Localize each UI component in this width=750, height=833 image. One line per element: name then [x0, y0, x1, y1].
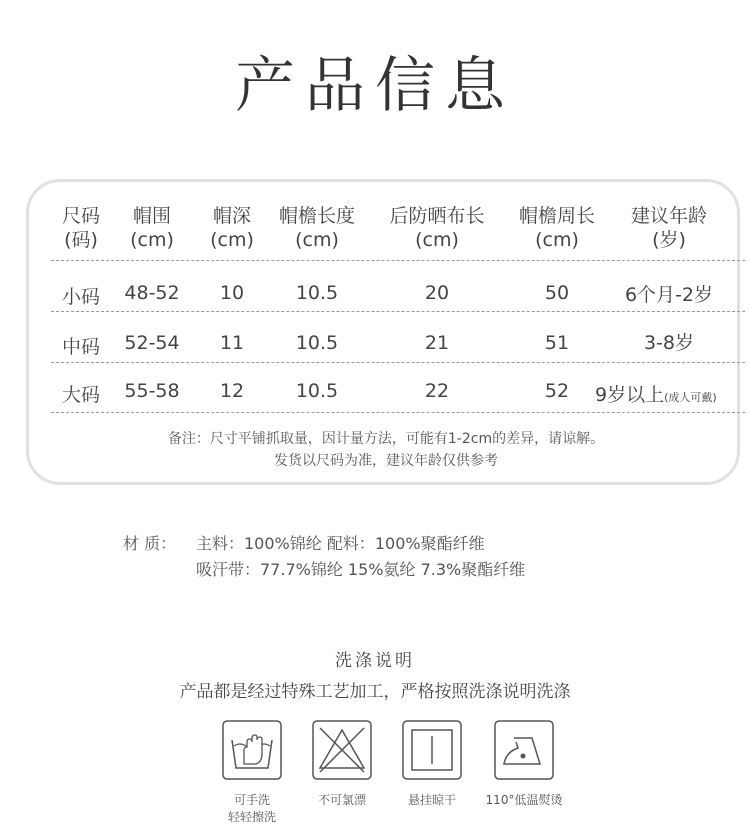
size-table-card — [26, 179, 740, 485]
divider — [51, 412, 745, 413]
row-medium-size: 中码 — [61, 336, 100, 358]
row-small-size: 小码 — [61, 286, 100, 308]
divider — [51, 311, 745, 312]
row-medium-brim: 10.5 — [295, 332, 339, 354]
row-large-brim: 10.5 — [295, 380, 339, 402]
row-small-depth: 10 — [219, 282, 245, 304]
material-label: 材 质： — [123, 534, 177, 553]
row-medium-age: 3-8岁 — [643, 332, 695, 354]
header-brim-length: 帽檐长度 (cm) — [278, 205, 355, 251]
wash-subtitle: 产品都是经过特殊工艺加工，严格按照洗涤说明洗涤 — [179, 682, 571, 702]
row-large-depth: 12 — [219, 380, 245, 402]
row-small-perimeter: 50 — [544, 282, 570, 304]
row-small-sunshade: 20 — [424, 282, 450, 304]
wash-title: 洗涤说明 — [335, 651, 415, 671]
row-medium-perimeter: 51 — [544, 332, 570, 354]
row-large-perimeter: 52 — [544, 380, 570, 402]
no-bleach-label: 不可氯漂 — [317, 793, 366, 807]
header-head-circumference: 帽围 (cm) — [130, 205, 174, 251]
hang-dry-label: 悬挂晾干 — [407, 793, 456, 807]
row-small-brim: 10.5 — [295, 282, 339, 304]
row-large-size: 大码 — [61, 384, 100, 406]
table-note-line1: 备注：尺寸平铺抓取量，因计量方法，可能有1-2cm的差异，请谅解。 — [167, 431, 605, 447]
divider — [51, 362, 745, 363]
material-line2: 吸汗带：77.7%锦纶 15%氨纶 7.3%聚酯纤维 — [196, 560, 526, 579]
row-large-age: 9岁以上(成人可戴) — [595, 384, 717, 406]
row-large-circumference: 55-58 — [124, 380, 180, 402]
row-medium-circumference: 52-54 — [124, 332, 180, 354]
page-title: 产品信息 — [235, 51, 515, 121]
hand-wash-label: 可手洗 轻轻擦洗 — [227, 793, 276, 824]
header-brim-perimeter: 帽檐周长 (cm) — [518, 205, 595, 251]
row-large-age-note: (成人可戴) — [664, 391, 717, 404]
header-sunshade-length: 后防晒布长 (cm) — [389, 205, 485, 251]
row-medium-sunshade: 21 — [424, 332, 450, 354]
no-bleach-icon — [312, 720, 372, 780]
iron-low-label: 110°低温熨烫 — [485, 793, 563, 807]
row-small-circumference: 48-52 — [124, 282, 180, 304]
header-size: 尺码 (码) — [61, 205, 100, 251]
hang-dry-icon — [402, 720, 462, 780]
header-cap-depth: 帽深 (cm) — [210, 205, 254, 251]
row-large-sunshade: 22 — [424, 380, 450, 402]
header-age: 建议年龄 (岁) — [630, 205, 707, 251]
row-medium-depth: 11 — [219, 332, 245, 354]
row-small-age: 6个月-2岁 — [624, 284, 714, 306]
iron-low-icon — [494, 720, 554, 780]
divider — [51, 260, 745, 261]
table-note-line2: 发货以尺码为准，建议年龄仅供参考 — [274, 453, 498, 469]
material-line1: 主料：100%锦纶 配料：100%聚酯纤维 — [196, 534, 485, 553]
hand-wash-icon — [222, 720, 282, 780]
